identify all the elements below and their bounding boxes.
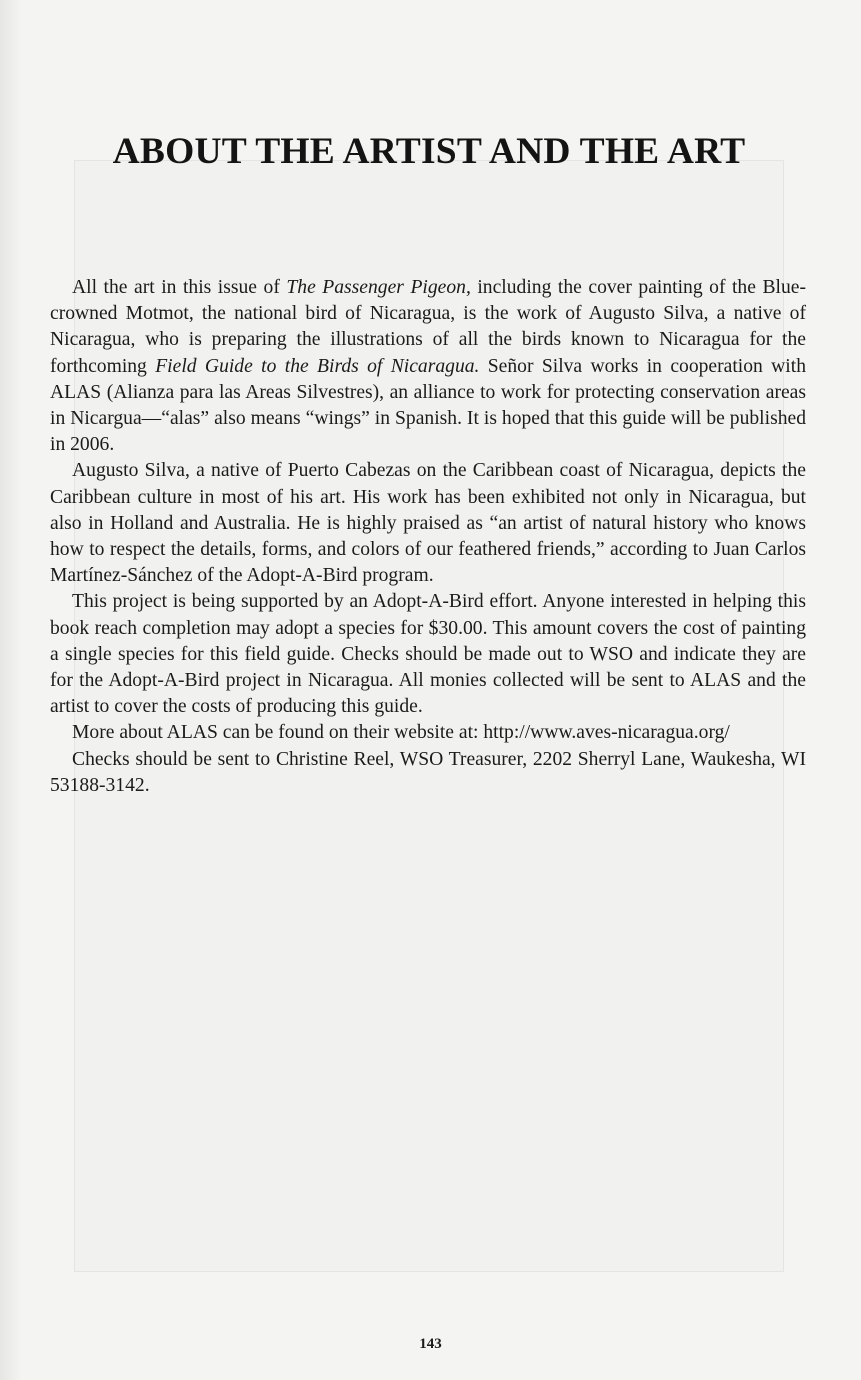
- paragraph-5: Checks should be sent to Christine Reel, WSO Treasurer, 2202 Sherryl Lane, Waukesha, WI 53188-3142.: [50, 748, 806, 796]
- field-guide-title: Field Guide to the Birds of Nicaragua.: [155, 355, 480, 377]
- paragraph-1-text-c: including the cover painting of the Blue-crowned Motmot, the national bird of Nicaragua, is the work of Augusto Silva, a native of Nicaragua, who is preparing the illustrations of all the birds known to Nicaragua for the forthcoming: [50, 277, 806, 377]
- article-body: [50, 275, 806, 799]
- page-spine-shadow: [0, 0, 22, 1380]
- journal-title: The Passenger Pigeon,: [286, 277, 471, 298]
- page-title: ABOUT THE ARTIST AND THE ART: [112, 131, 746, 172]
- paragraph-2: Augusto Silva, a native of Puerto Cabezas on the Caribbean coast of Nicaragua, depicts the Caribbean culture in most of his art. His work has been exhibited not only in Nicaragua, but also in Holland and Australia. He is highly praised as “an artist of natural history who knows how to respect the details, forms, and colors of our feathered friends,” according to Juan Carlos Martínez-Sánchez of the Adopt-A-Bird program.: [50, 460, 806, 587]
- paragraph-1: [50, 275, 806, 458]
- paragraph-1-text-a: All the art in this issue of: [72, 277, 287, 298]
- page-number: 143: [419, 1336, 442, 1352]
- paragraph-4: More about ALAS can be found on their website at: http://www.aves-​nicaragua.org/: [72, 722, 730, 744]
- paragraph-3: This project is being supported by an Adopt-A-Bird effort. Anyone interested in helping this book reach completion may adopt a species for $30.00. This amount covers the cost of painting a single species for this field guide. Checks should be made out to WSO and indicate they are for the Adopt-A-Bird project in Nicaragua. All monies collected will be sent to ALAS and the artist to cover the costs of producing this guide.: [50, 591, 806, 718]
- paragraph-1-text-e: Señor Silva works in cooperation with ALAS (Alianza para las Areas Silvestres), an alliance to work for protecting conservation areas in Nicargua—“alas” also means “wings” in Spanish. It is hoped that this guide will be published in 2006.: [50, 355, 806, 456]
